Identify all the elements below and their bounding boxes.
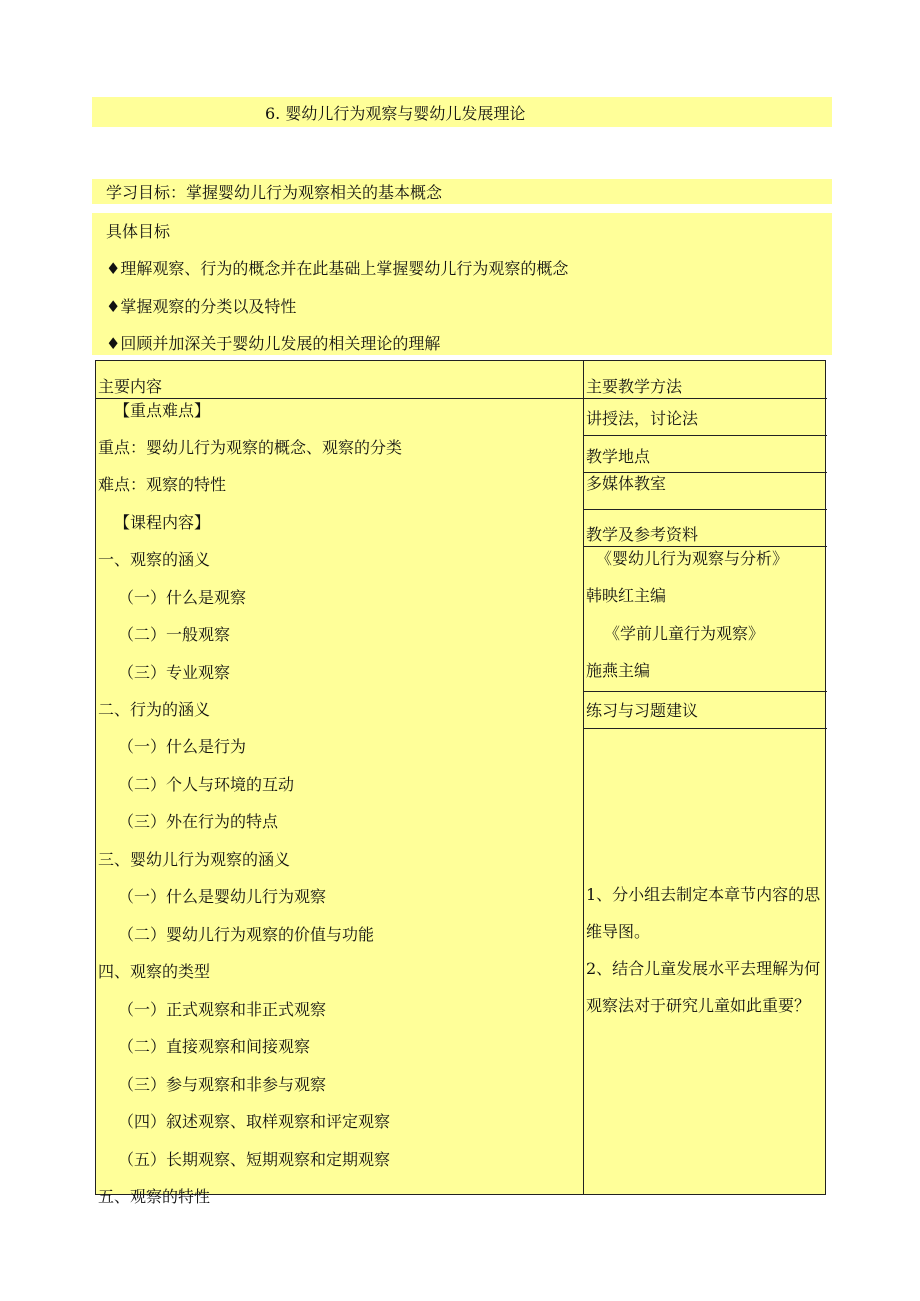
location-header: 教学地点 bbox=[586, 447, 651, 466]
learning-goal: 学习目标：掌握婴幼儿行为观察相关的基本概念 bbox=[106, 183, 443, 202]
material-line: 《学前儿童行为观察》 bbox=[604, 624, 765, 643]
content-line: 二、行为的涵义 bbox=[98, 700, 211, 719]
content-line: （三）专业观察 bbox=[118, 663, 231, 682]
column-divider bbox=[583, 361, 584, 1194]
course-table bbox=[95, 360, 826, 1206]
specific-goals-heading: 具体目标 bbox=[106, 222, 171, 241]
content-line: 【重点难点】 bbox=[114, 401, 211, 420]
row-divider bbox=[583, 691, 827, 692]
exercise-item: 1、分小组去制定本章节内容的思维导图。 bbox=[586, 885, 821, 941]
content-line: （五）长期观察、短期观察和定期观察 bbox=[118, 1150, 391, 1169]
content-line: 五、观察的特性 bbox=[98, 1187, 211, 1206]
location-value: 多媒体教室 bbox=[586, 474, 667, 493]
content-line: （一）什么是婴幼儿行为观察 bbox=[118, 887, 327, 906]
row-divider bbox=[583, 546, 827, 547]
row-divider bbox=[583, 509, 827, 510]
exercise-item: 2、结合儿童发展水平去理解为何观察法对于研究儿童如此重要？ bbox=[586, 959, 821, 1015]
content-line: （一）什么是行为 bbox=[118, 737, 247, 756]
content-line: （三）外在行为的特点 bbox=[118, 812, 279, 831]
method-header: 主要教学方法 bbox=[586, 377, 683, 396]
content-line: （一）正式观察和非正式观察 bbox=[118, 1000, 327, 1019]
content-line: （二）婴幼儿行为观察的价值与功能 bbox=[118, 925, 375, 944]
row-divider bbox=[583, 728, 827, 729]
content-line: 三、婴幼儿行为观察的涵义 bbox=[98, 850, 291, 869]
content-line: （二）直接观察和间接观察 bbox=[118, 1037, 311, 1056]
content-line: （三）参与观察和非参与观察 bbox=[118, 1075, 327, 1094]
specific-goal-item: ♦掌握观察的分类以及特性 bbox=[106, 297, 297, 316]
content-line: 重点：婴幼儿行为观察的概念、观察的分类 bbox=[98, 438, 403, 457]
content-line: （二）个人与环境的互动 bbox=[118, 775, 295, 794]
main-content-header: 主要内容 bbox=[98, 377, 163, 396]
material-line: 《婴幼儿行为观察与分析》 bbox=[596, 549, 789, 568]
row-divider bbox=[583, 472, 827, 473]
content-line: 四、观察的类型 bbox=[98, 962, 211, 981]
specific-goal-item: ♦回顾并加深关于婴幼儿发展的相关理论的理解 bbox=[106, 334, 441, 353]
content-line: 【课程内容】 bbox=[114, 513, 211, 532]
materials-header: 教学及参考资料 bbox=[586, 525, 699, 544]
content-line: 难点：观察的特性 bbox=[98, 475, 227, 494]
material-line: 施燕主编 bbox=[586, 661, 651, 680]
page-title: 6. 婴幼儿行为观察与婴幼儿发展理论 bbox=[265, 104, 526, 123]
content-line: 一、观察的涵义 bbox=[98, 550, 211, 569]
content-line: （二）一般观察 bbox=[118, 625, 231, 644]
material-line: 韩映红主编 bbox=[586, 586, 667, 605]
content-line: （一）什么是观察 bbox=[118, 588, 247, 607]
specific-goal-item: ♦理解观察、行为的概念并在此基础上掌握婴幼儿行为观察的概念 bbox=[106, 259, 569, 278]
exercise-header: 练习与习题建议 bbox=[586, 701, 699, 720]
content-line: （四）叙述观察、取样观察和评定观察 bbox=[118, 1112, 391, 1131]
row-divider bbox=[583, 398, 827, 399]
row-divider bbox=[583, 435, 827, 436]
row-divider bbox=[96, 398, 583, 399]
method-value: 讲授法，讨论法 bbox=[586, 409, 699, 428]
